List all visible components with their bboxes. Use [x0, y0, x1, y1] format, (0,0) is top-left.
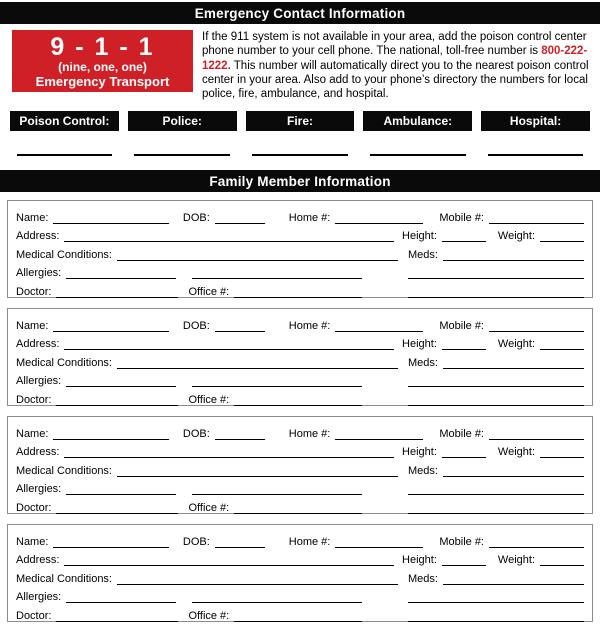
- address-label: Address:: [16, 338, 60, 351]
- fire-blank-line: [252, 153, 348, 156]
- medical-conditions-label: Medical Conditions:: [16, 248, 112, 261]
- member-row-allergies: [16, 261, 584, 280]
- address-blank-line: [64, 555, 394, 566]
- dob-blank-line: [215, 429, 265, 440]
- meds-blank-line: [443, 574, 584, 585]
- meds-continuation-line-1: [408, 268, 584, 279]
- medical-conditions-label: Medical Conditions:: [16, 356, 112, 369]
- weight-label: Weight:: [497, 446, 535, 459]
- meds-continuation-line-1: [408, 592, 584, 603]
- mobile-phone-label: Mobile #:: [439, 319, 484, 332]
- allergies-continuation-line: [192, 484, 362, 495]
- office-phone-label: Office #:: [188, 393, 230, 406]
- doctor-label: Doctor:: [16, 609, 52, 622]
- address-label: Address:: [16, 230, 60, 243]
- emergency-contacts-blank-lines: [10, 153, 590, 156]
- height-blank-line: [442, 447, 486, 458]
- doctor-blank-line: [56, 611, 178, 622]
- dob-blank-line: [215, 321, 265, 332]
- page-title: Emergency Contact Information: [0, 2, 600, 24]
- office-phone-blank-line: [234, 395, 362, 406]
- office-phone-label: Office #:: [188, 501, 230, 514]
- member-row-medical: [16, 350, 584, 369]
- meds-blank-line: [443, 250, 584, 261]
- allergies-label: Allergies:: [16, 375, 62, 388]
- mobile-phone-label: Mobile #:: [439, 211, 484, 224]
- allergies-continuation-line: [192, 592, 362, 603]
- home-phone-blank-line: [335, 429, 423, 440]
- 911-spelled-out: (nine, one, one): [58, 60, 147, 74]
- mobile-phone-label: Mobile #:: [439, 427, 484, 440]
- address-label: Address:: [16, 446, 60, 459]
- doctor-label: Doctor:: [16, 285, 52, 298]
- contact-label-poison-control: Poison Control:: [10, 111, 119, 131]
- office-phone-label: Office #:: [188, 285, 230, 298]
- meds-label: Meds:: [408, 572, 438, 585]
- meds-continuation-line-1: [408, 376, 584, 387]
- height-label: Height:: [402, 554, 437, 567]
- office-phone-blank-line: [234, 503, 362, 514]
- medical-conditions-blank-line: [117, 466, 398, 477]
- allergies-blank-line: [66, 376, 176, 387]
- poison-control-phone-number: 800-222-1222.: [202, 45, 588, 72]
- 911-badge: [12, 30, 193, 104]
- member-row-allergies: [16, 369, 584, 388]
- allergies-blank-line: [66, 484, 176, 495]
- instructions-text-after: This number will automatically direct you to the nearest poison control center in your area. Also add to your phone’s directory the numbers for local police, fire, ambulance, and hospital.: [202, 59, 589, 101]
- address-blank-line: [64, 231, 394, 242]
- medical-conditions-blank-line: [117, 250, 398, 261]
- instructions-text-before: If the 911 system is not available in your area, add the poison control center phone number to your cell phone. The national, toll-free number is: [202, 31, 587, 58]
- name-blank-line: [53, 537, 168, 548]
- dob-label: DOB:: [182, 535, 210, 548]
- home-phone-blank-line: [335, 537, 423, 548]
- dob-blank-line: [215, 537, 265, 548]
- name-blank-line: [53, 321, 168, 332]
- office-phone-blank-line: [234, 287, 362, 298]
- family-member-section-title: Family Member Information: [0, 170, 600, 192]
- name-blank-line: [53, 213, 168, 224]
- home-phone-label: Home #:: [288, 535, 331, 548]
- weight-blank-line: [540, 231, 584, 242]
- meds-continuation-line-1: [408, 484, 584, 495]
- member-row-doctor: [16, 387, 584, 406]
- weight-label: Weight:: [497, 338, 535, 351]
- name-label: Name:: [16, 211, 49, 224]
- height-blank-line: [442, 339, 486, 350]
- name-label: Name:: [16, 427, 49, 440]
- name-blank-line: [53, 429, 168, 440]
- member-row-doctor: [16, 279, 584, 298]
- member-row-address: [16, 332, 584, 351]
- allergies-continuation-line: [192, 268, 362, 279]
- height-blank-line: [442, 231, 486, 242]
- home-phone-label: Home #:: [288, 427, 331, 440]
- member-row-doctor: [16, 495, 584, 514]
- height-label: Height:: [402, 230, 437, 243]
- member-row-medical: [16, 458, 584, 477]
- address-label: Address:: [16, 554, 60, 567]
- contact-label-hospital: Hospital:: [481, 111, 590, 131]
- medical-conditions-label: Medical Conditions:: [16, 464, 112, 477]
- weight-blank-line: [540, 555, 584, 566]
- address-blank-line: [64, 447, 394, 458]
- weight-blank-line: [540, 447, 584, 458]
- doctor-label: Doctor:: [16, 501, 52, 514]
- contact-label-fire: Fire:: [246, 111, 355, 131]
- member-row-name: [16, 205, 584, 224]
- height-label: Height:: [402, 338, 437, 351]
- 911-number: 9 - 1 - 1: [50, 33, 155, 61]
- medical-conditions-blank-line: [117, 574, 398, 585]
- member-row-medical: [16, 566, 584, 585]
- home-phone-label: Home #:: [288, 211, 331, 224]
- dob-label: DOB:: [182, 319, 210, 332]
- mobile-phone-blank-line: [489, 321, 584, 332]
- meds-continuation-line-2: [408, 395, 584, 406]
- allergies-blank-line: [66, 268, 176, 279]
- home-phone-blank-line: [335, 213, 423, 224]
- address-blank-line: [64, 339, 394, 350]
- member-row-address: [16, 548, 584, 567]
- emergency-contacts-row: [10, 111, 590, 131]
- meds-blank-line: [443, 358, 584, 369]
- weight-label: Weight:: [497, 230, 535, 243]
- hospital-blank-line: [488, 153, 584, 156]
- contact-label-ambulance: Ambulance:: [363, 111, 472, 131]
- doctor-blank-line: [56, 503, 178, 514]
- poison-control-blank-line: [17, 153, 113, 156]
- meds-label: Meds:: [408, 356, 438, 369]
- medical-conditions-label: Medical Conditions:: [16, 572, 112, 585]
- weight-label: Weight:: [497, 554, 535, 567]
- member-block: [7, 416, 593, 514]
- member-row-allergies: [16, 585, 584, 604]
- 911-system-name: Emergency Transport System: [35, 74, 170, 104]
- ambulance-blank-line: [370, 153, 466, 156]
- allergies-blank-line: [66, 592, 176, 603]
- member-row-allergies: [16, 477, 584, 496]
- medical-conditions-blank-line: [117, 358, 398, 369]
- mobile-phone-blank-line: [489, 213, 584, 224]
- member-row-name: [16, 529, 584, 548]
- poison-control-instructions: [202, 30, 590, 101]
- member-row-medical: [16, 242, 584, 261]
- member-row-address: [16, 224, 584, 243]
- member-row-name: [16, 421, 584, 440]
- home-phone-label: Home #:: [288, 319, 331, 332]
- member-block: [7, 524, 593, 622]
- member-block: [7, 308, 593, 406]
- member-block: [7, 200, 593, 298]
- allergies-label: Allergies:: [16, 267, 62, 280]
- office-phone-blank-line: [234, 611, 362, 622]
- doctor-label: Doctor:: [16, 393, 52, 406]
- meds-label: Meds:: [408, 464, 438, 477]
- family-members-list: [0, 200, 600, 622]
- office-phone-label: Office #:: [188, 609, 230, 622]
- meds-blank-line: [443, 466, 584, 477]
- home-phone-blank-line: [335, 321, 423, 332]
- mobile-phone-blank-line: [489, 537, 584, 548]
- name-label: Name:: [16, 535, 49, 548]
- mobile-phone-blank-line: [489, 429, 584, 440]
- doctor-blank-line: [56, 287, 178, 298]
- allergies-label: Allergies:: [16, 591, 62, 604]
- meds-label: Meds:: [408, 248, 438, 261]
- member-row-address: [16, 440, 584, 459]
- weight-blank-line: [540, 339, 584, 350]
- member-row-name: [16, 313, 584, 332]
- mobile-phone-label: Mobile #:: [439, 535, 484, 548]
- name-label: Name:: [16, 319, 49, 332]
- dob-blank-line: [215, 213, 265, 224]
- meds-continuation-line-2: [408, 287, 584, 298]
- dob-label: DOB:: [182, 211, 210, 224]
- allergies-label: Allergies:: [16, 483, 62, 496]
- meds-continuation-line-2: [408, 503, 584, 514]
- allergies-continuation-line: [192, 376, 362, 387]
- police-blank-line: [134, 153, 230, 156]
- height-blank-line: [442, 555, 486, 566]
- height-label: Height:: [402, 446, 437, 459]
- meds-continuation-line-2: [408, 611, 584, 622]
- contact-label-police: Police:: [128, 111, 237, 131]
- member-row-doctor: [16, 603, 584, 622]
- dob-label: DOB:: [182, 427, 210, 440]
- emergency-intro-section: [12, 30, 590, 104]
- doctor-blank-line: [56, 395, 178, 406]
